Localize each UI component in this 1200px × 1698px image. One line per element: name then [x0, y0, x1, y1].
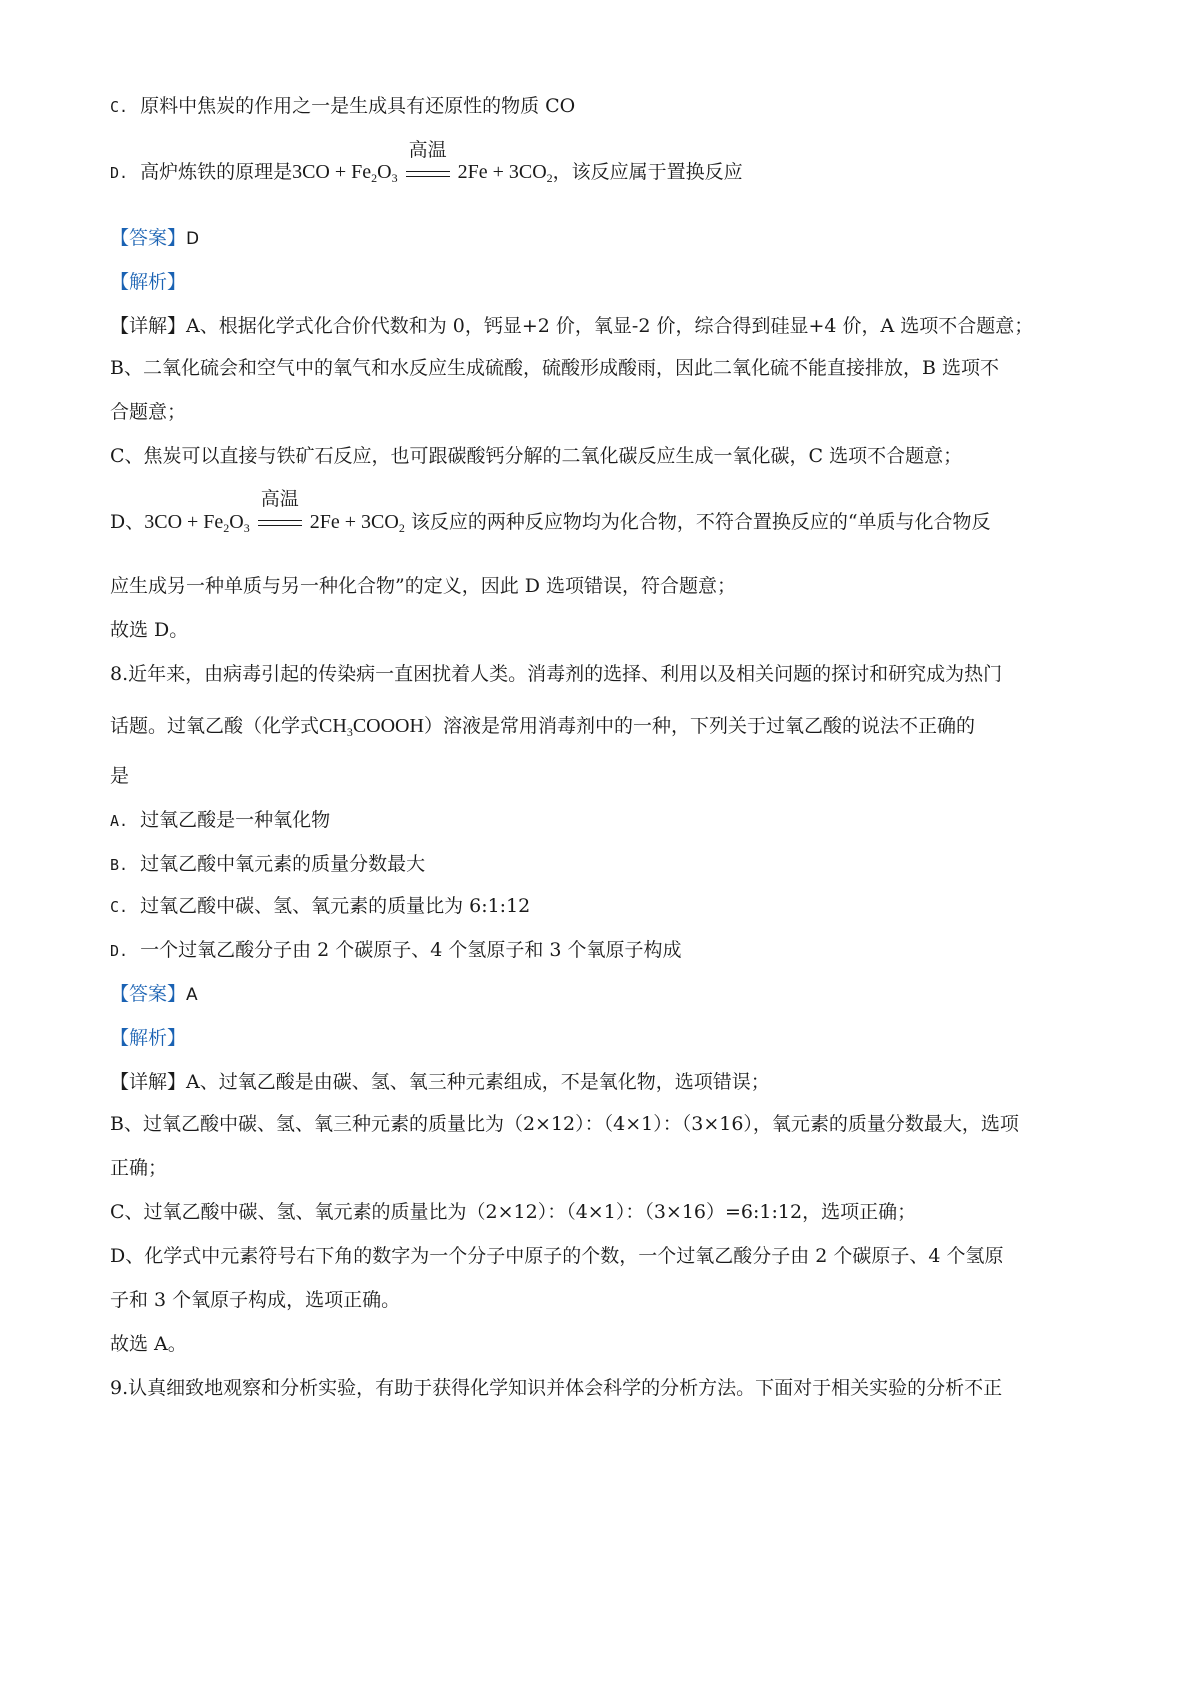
q7-conclusion: 故选 D。 [110, 619, 189, 641]
subscript: 3 [346, 725, 353, 739]
q7-detail-b: B、二氧化硫会和空气中的氧气和水反应生成硫酸，硫酸形成酸雨，因此二氧化硫不能直接排放，B 选项不 [110, 357, 999, 379]
option-text: 一个过氧乙酸分子由 2 个碳原子、4 个氢原子和 3 个氧原子构成 [140, 939, 682, 961]
q8-stem: 8.近年来，由病毒引起的传染病一直困扰着人类。消毒剂的选择、利用以及相关问题的探讨和研究成为热门 [110, 663, 1003, 685]
subscript: 3 [391, 171, 398, 185]
detail-tag: 【详解】 [110, 1071, 187, 1093]
detail-tag: 【详解】 [110, 315, 187, 337]
q7-option-d [110, 140, 1100, 187]
answer-value: D [186, 229, 200, 249]
q8-detail-a [110, 1068, 1100, 1096]
q8-answer [110, 980, 1100, 1009]
condition-text: 高温 [260, 489, 299, 510]
answer-tag: 【答案】 [110, 983, 187, 1005]
reaction-condition [256, 489, 304, 536]
chemical-formula [319, 715, 424, 737]
q8-conclusion: 故选 A。 [110, 1333, 187, 1355]
equals-bar [406, 171, 450, 177]
q8-detail-c: C、过氧乙酸中碳、氢、氧元素的质量比为（2×12）：（4×1）：（3×16）=6:1:12，选项正确； [110, 1201, 917, 1223]
q9-stem: 9.认真细致地观察和分析实验，有助于获得化学知识并体会科学的分析方法。下面对于相关实验的分析不正 [110, 1377, 1003, 1399]
q7-detail-c: C、焦炭可以直接与铁矿石反应，也可跟碳酸钙分解的二氧化碳反应生成一氧化碳，C 选项不合题意； [110, 445, 963, 467]
stem-text: 话题。过氧乙酸（化学式 [110, 715, 320, 737]
q8-detail-b: B、过氧乙酸中碳、氢、氧三种元素的质量比为（2×12）：（4×1）：（3×16），氧元素的质量分数最大，选项 [110, 1113, 1019, 1135]
formula-part: COOOH [352, 715, 424, 737]
equals-bar [258, 520, 302, 526]
option-text: 过氧乙酸中氧元素的质量分数最大 [140, 853, 426, 875]
option-text: 高炉炼铁的原理是 [140, 161, 293, 183]
answer-value: A [186, 985, 198, 1005]
formula-part: CH [319, 715, 347, 737]
q8-detail-d-cont: 子和 3 个氧原子构成，选项正确。 [110, 1289, 401, 1311]
option-letter: A. [110, 812, 129, 830]
subscript: 2 [546, 171, 553, 185]
q8-detail-d: D、化学式中元素符号右下角的数字为一个分子中原子的个数，一个过氧乙酸分子由 2 个碳原子、4 个氢原 [110, 1245, 1004, 1267]
q7-detail-a [110, 312, 1100, 340]
option-letter: C. [110, 98, 129, 116]
q7-detail-d-cont: 应生成另一种单质与另一种化合物”的定义，因此 D 选项错误，符合题意； [110, 575, 737, 597]
q7-answer [110, 224, 1100, 253]
analysis-tag: 【解析】 [110, 1027, 187, 1049]
subscript: 3 [243, 521, 250, 535]
q8-stem-line3: 是 [110, 765, 130, 787]
detail-text: 该反应的两种反应物均为化合物，不符合置换反应的“单质与化合物反 [410, 511, 991, 533]
option-letter: D. [110, 942, 129, 960]
eq-right: 2Fe + 3CO [457, 161, 547, 183]
q8-option-a [110, 806, 1100, 835]
q8-stem-line2 [110, 712, 1100, 740]
subscript: 2 [223, 521, 230, 535]
analysis-tag: 【解析】 [110, 271, 187, 293]
detail-text: A、过氧乙酸是由碳、氢、氧三种元素组成，不是氧化物，选项错误； [186, 1071, 770, 1093]
option-letter: D. [110, 164, 129, 182]
eq-oxygen: O [229, 511, 244, 533]
reaction-condition [404, 140, 452, 187]
q8-detail-b-cont: 正确； [110, 1157, 168, 1179]
condition-text: 高温 [408, 140, 447, 161]
subscript: 2 [371, 171, 378, 185]
eq-left: 3CO + Fe [292, 161, 372, 183]
chemical-equation [144, 489, 405, 535]
q8-option-d [110, 936, 1100, 965]
q8-analysis-heading [110, 1024, 1100, 1052]
option-text: 过氧乙酸是一种氧化物 [140, 809, 331, 831]
option-letter: C. [110, 898, 129, 916]
subscript: 2 [398, 521, 405, 535]
stem-text: ）溶液是常用消毒剂中的一种，下列关于过氧乙酸的说法不正确的 [423, 715, 975, 737]
answer-tag: 【答案】 [110, 227, 187, 249]
q7-detail-d [110, 489, 1100, 536]
eq-right: 2Fe + 3CO [309, 511, 399, 533]
eq-left: 3CO + Fe [144, 511, 224, 533]
chemical-equation [292, 140, 553, 185]
option-text: 原料中焦炭的作用之一是生成具有还原性的物质 CO [140, 95, 576, 117]
detail-text: D、 [110, 511, 145, 533]
option-text: 过氧乙酸中碳、氢、氧元素的质量比为 6:1:12 [140, 895, 531, 917]
q7-detail-b-cont: 合题意； [110, 401, 187, 423]
q8-option-c [110, 892, 1100, 921]
detail-text: A、根据化学式化合价代数和为 0，钙显+2 价，氧显-2 价，综合得到硅显+4 价，A 选项不合题意； [186, 315, 1034, 337]
q7-analysis-heading [110, 268, 1100, 296]
eq-oxygen: O [377, 161, 392, 183]
q7-option-c [110, 92, 1100, 121]
option-letter: B. [110, 856, 129, 874]
option-text-suffix: ，该反应属于置换反应 [552, 161, 743, 183]
q8-option-b [110, 850, 1100, 879]
